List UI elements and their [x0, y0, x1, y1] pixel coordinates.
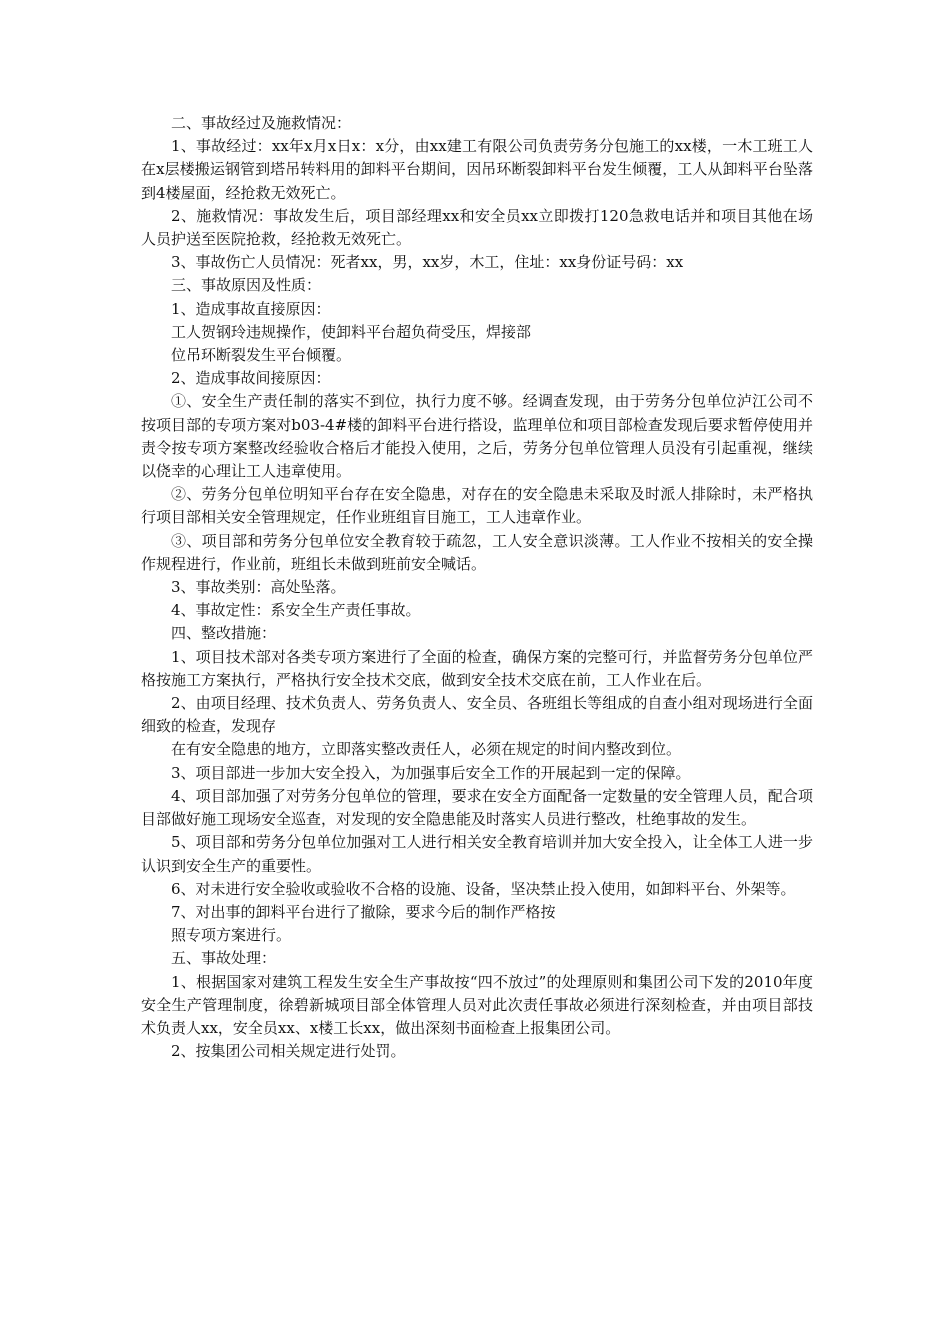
paragraph: ②、劳务分包单位明知平台存在安全隐患，对存在的安全隐患未采取及时派人排除时，未严格执行项目部相关安全管理规定，任作业班组盲目施工，工人违章作业。: [141, 485, 813, 527]
paragraph: 3、事故类别：高处坠落。: [171, 578, 346, 597]
section-heading: 二、事故经过及施救情况：: [171, 114, 352, 132]
paragraph: 1、造成事故直接原因：: [171, 299, 331, 318]
paragraph: 2、施救情况：事故发生后，项目部经理xx和安全员xx立即拨打120急救电话并和项目其他在场人员护送至医院抢救，经抢救无效死亡。: [141, 206, 813, 249]
section-heading: 五、事故处理：: [171, 949, 277, 968]
paragraph: 在有安全隐患的地方，立即落实整改责任人，必须在规定的时间内整改到位。: [171, 740, 682, 759]
paragraph: 4、事故定性：系安全生产责任事故。: [171, 601, 421, 620]
section-heading: 四、整改措施：: [171, 624, 277, 643]
paragraph: ③、项目部和劳务分包单位安全教育较于疏忽，工人安全意识淡薄。工人作业不按相关的安全操作规程进行，作业前，班组长未做到班前安全喊话。: [141, 531, 813, 573]
paragraph: 1、项目技术部对各类专项方案进行了全面的检查，确保方案的完整可行，并监督劳务分包单位严格按施工方案执行，严格执行安全技术交底，做到安全技术交底在前，工人作业在后。: [141, 647, 813, 689]
paragraph: ①、安全生产责任制的落实不到位，执行力度不够。经调查发现，由于劳务分包单位泸江公司不按项目部的专项方案对b03-4#楼的卸料平台进行搭设，监理单位和项目部检查发现后要求暂停使用并责令按专项方案整改经验收合格后才能投入使用，之后，劳务分包单位管理人员没有引起重视，继续以侥幸的心理让工人违章使用。: [141, 392, 813, 481]
paragraph: 1、事故经过：xx年x月x日x：x分，由xx建工有限公司负责劳务分包施工的xx楼，一木工班工人在x层楼搬运钢管到塔吊转料用的卸料平台期间，因吊环断裂卸料平台发生倾覆，工人从卸料平台坠落到4楼屋面，经抢救无效死亡。: [141, 137, 813, 202]
section-heading: 三、事故原因及性质：: [171, 276, 322, 295]
document-body: [141, 112, 813, 1063]
paragraph: 位吊环断裂发生平台倾覆。: [171, 346, 352, 365]
paragraph: 3、事故伤亡人员情况：死者xx，男，xx岁，木工，住址：xx身份证号码：xx: [171, 253, 684, 272]
paragraph: 4、项目部加强了对劳务分包单位的管理，要求在安全方面配备一定数量的安全管理人员，配合项目部做好施工现场安全巡查，对发现的安全隐患能及时落实人员进行整改，杜绝事故的发生。: [141, 786, 813, 829]
paragraph: 5、项目部和劳务分包单位加强对工人进行相关安全教育培训并加大安全投入，让全体工人进一步认识到安全生产的重要性。: [141, 833, 813, 875]
paragraph: 7、对出事的卸料平台进行了撤除，要求今后的制作严格按: [171, 902, 556, 921]
paragraph: 2、由项目经理、技术负责人、劳务负责人、安全员、各班组长等组成的自查小组对现场进行全面细致的检查，发现存: [141, 694, 813, 736]
paragraph: 2、造成事故间接原因：: [171, 369, 331, 388]
paragraph: 工人贺钢玲违规操作，使卸料平台超负荷受压，焊接部: [171, 322, 532, 341]
paragraph: 6、对未进行安全验收或验收不合格的设施、设备，坚决禁止投入使用，如卸料平台、外架等。: [171, 879, 796, 898]
paragraph: 3、项目部进一步加大安全投入，为加强事后安全工作的开展起到一定的保障。: [171, 763, 691, 782]
paragraph: 照专项方案进行。: [171, 926, 292, 945]
paragraph: 1、根据国家对建筑工程发生安全生产事故按“四不放过”的处理原则和集团公司下发的2010年度安全生产管理制度，徐碧新城项目部全体管理人员对此次责任事故必须进行深刻检查，并由项目部技术负责人xx，安全员xx、x楼工长xx，做出深刻书面检查上报集团公司。: [141, 972, 813, 1037]
paragraph: 2、按集团公司相关规定进行处罚。: [171, 1042, 406, 1061]
